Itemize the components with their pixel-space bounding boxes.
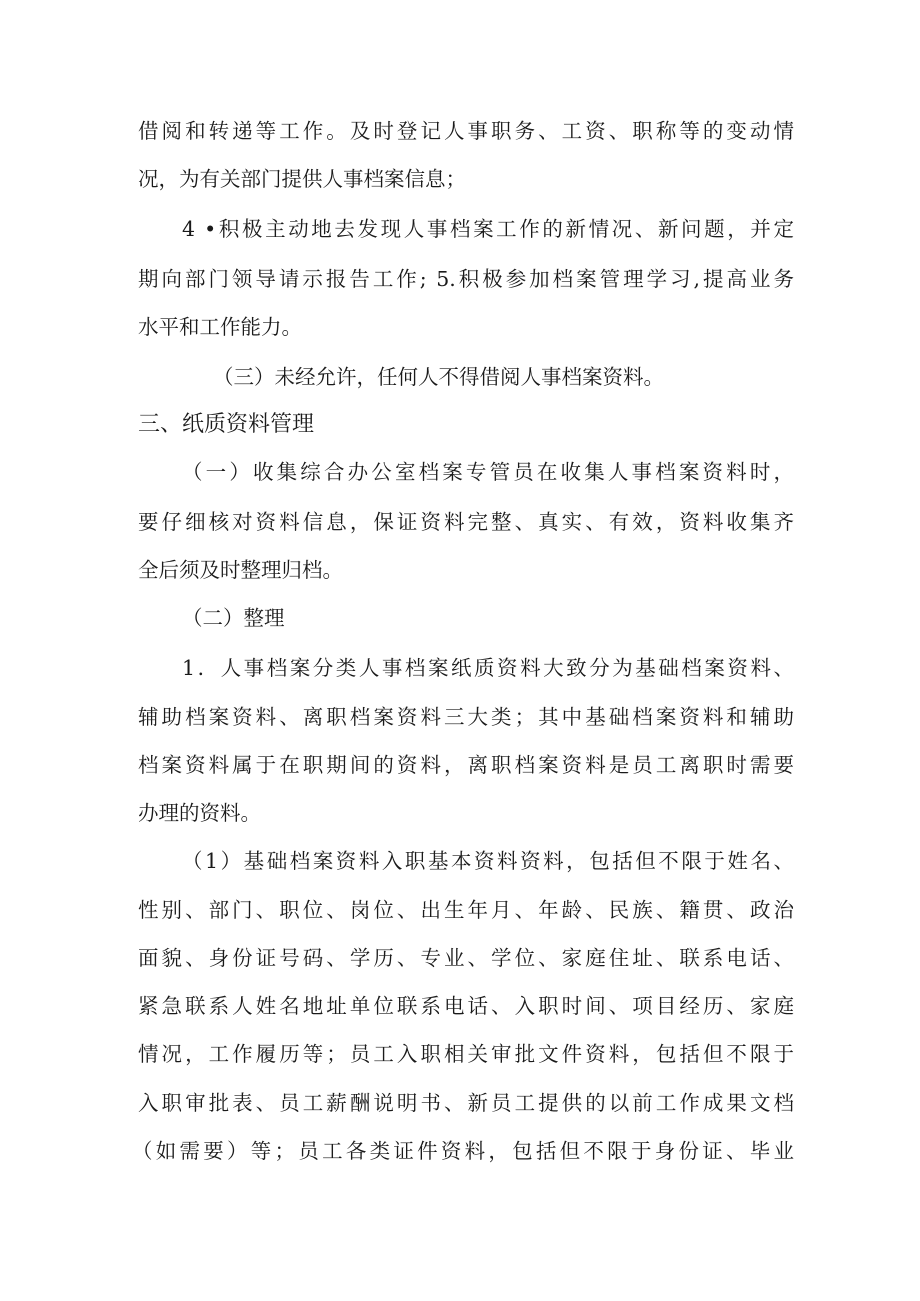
text-line: 全后须及时整理归档。 — [138, 558, 343, 582]
text-line: 1．人事档案分类人事档案纸质资料大致分为基础档案资料、 — [182, 656, 794, 680]
text-line: 况，为有关部门提供人事档案信息； — [138, 167, 466, 191]
text-line: 期向部门领导请示报告工作; 5.积极参加档案管理学习,提高业务 — [138, 267, 794, 291]
text-line: （1）基础档案资料入职基本资料资料，包括但不限于姓名、 — [182, 849, 794, 873]
text-line: 要仔细核对资料信息，保证资料完整、真实、有效，资料收集齐 — [138, 510, 794, 534]
text-line: 面貌、身份证号码、学历、专业、学位、家庭住址、联系电话、 — [138, 946, 794, 970]
text-line: （三）未经允许，任何人不得借阅人事档案资料。 — [213, 365, 664, 389]
text-line: 性别、部门、职位、岗位、出生年月、年龄、民族、籍贯、政治 — [138, 898, 794, 922]
subsection-heading: （二）整理 — [182, 606, 285, 630]
text-line: 档案资料属于在职期间的资料，离职档案资料是员工离职时需要 — [138, 753, 794, 777]
text-line: 情况，工作履历等；员工入职相关审批文件资料，包括但不限于 — [138, 1042, 794, 1066]
text-line: （如需要）等；员工各类证件资料，包括但不限于身份证、毕业 — [132, 1139, 794, 1163]
text-line: （一）收集综合办公室档案专管员在收集人事档案资料时， — [182, 460, 794, 484]
text-line: 入职审批表、员工薪酬说明书、新员工提供的以前工作成果文档 — [138, 1091, 794, 1115]
text-line: 辅助档案资料、离职档案资料三大类；其中基础档案资料和辅助 — [138, 705, 794, 729]
text-line: 办理的资料。 — [138, 801, 261, 825]
text-line: 紧急联系人姓名地址单位联系电话、入职时间、项目经历、家庭 — [138, 994, 794, 1018]
section-heading: 三、纸质资料管理 — [138, 412, 315, 437]
text-line: 水平和工作能力。 — [138, 315, 302, 339]
text-line: 4 •积极主动地去发现人事档案工作的新情况、新问题，并定 — [182, 217, 794, 241]
text-line: 借阅和转递等工作。及时登记人事职务、工资、职称等的变动情 — [138, 119, 794, 143]
